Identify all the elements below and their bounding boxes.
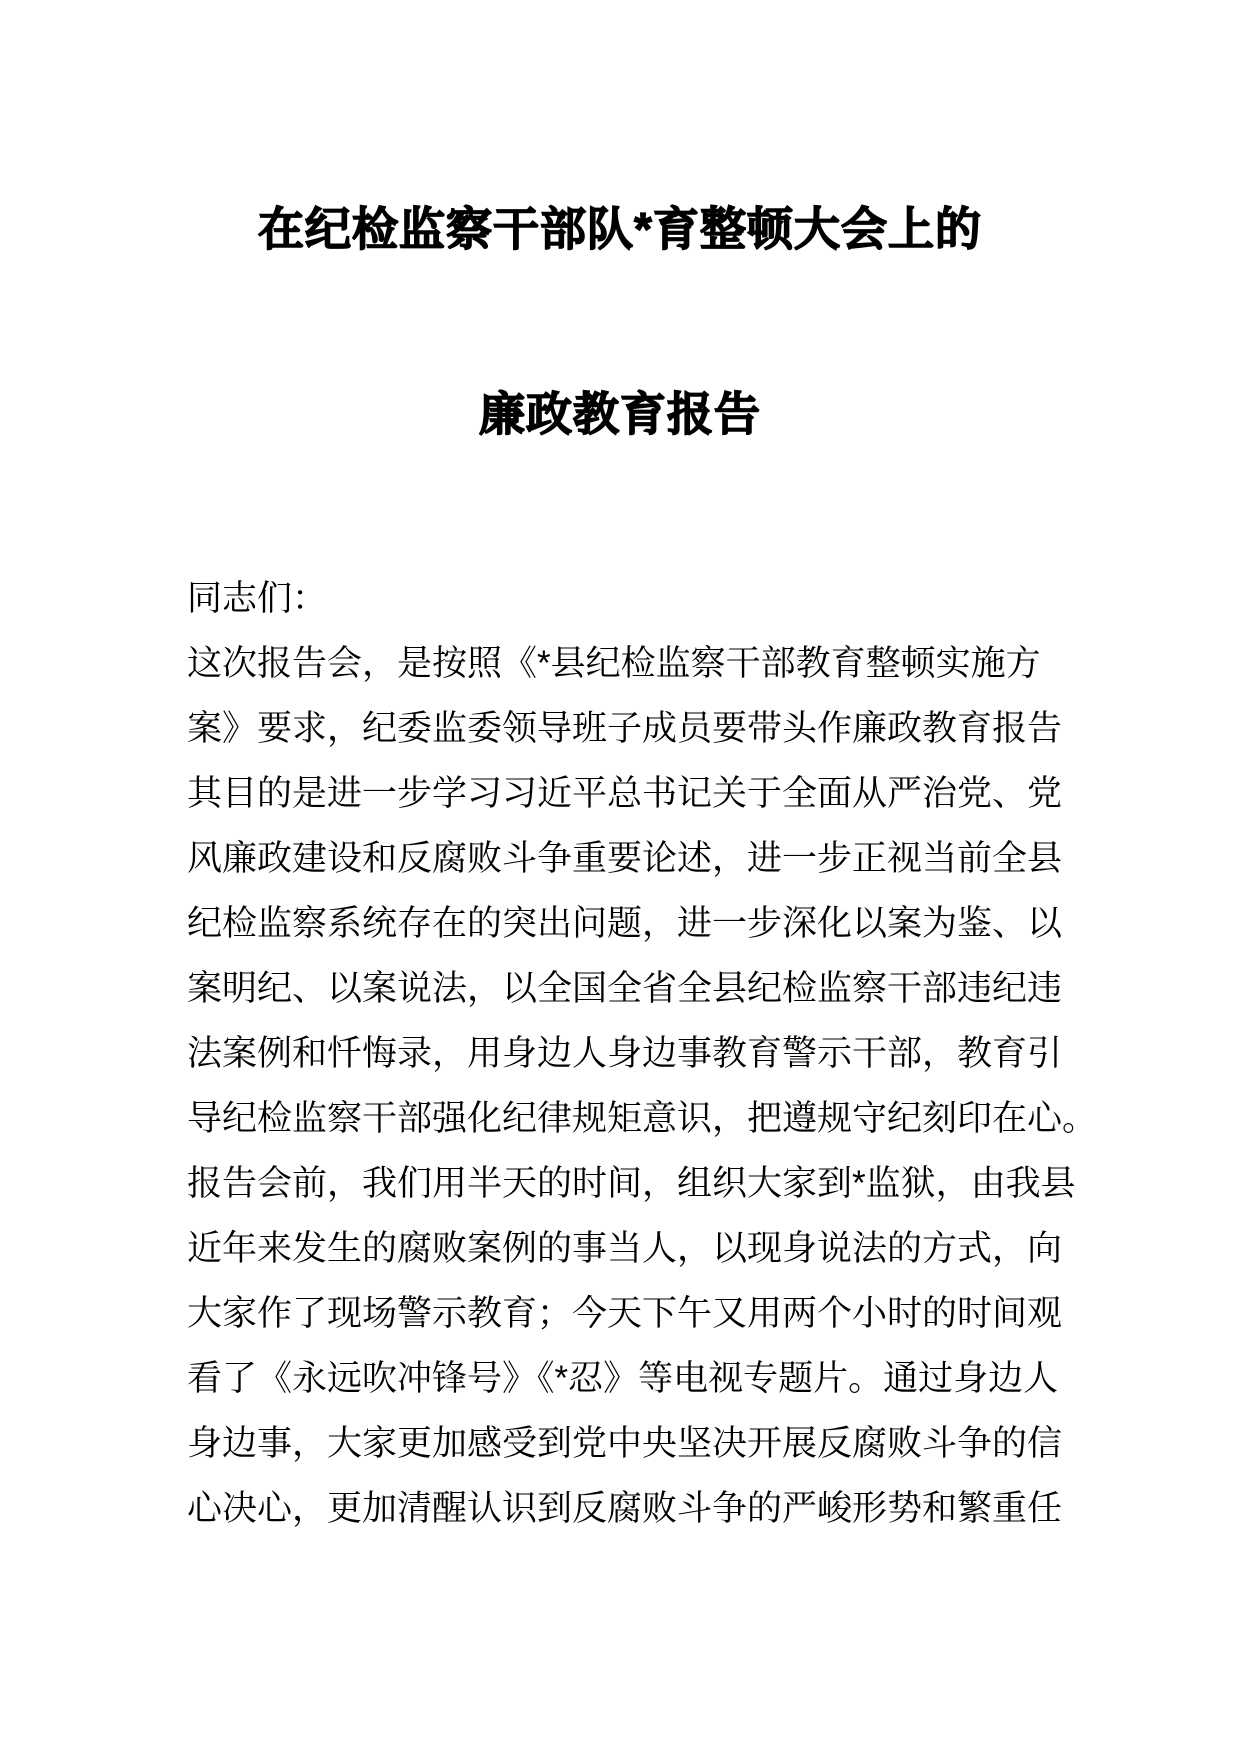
body-line: 这次报告会，是按照《*县纪检监察干部教育整顿实施方 <box>187 644 1041 683</box>
body-line: 导纪检监察干部强化纪律规矩意识，把遵规守纪刻印在心。 <box>187 1099 1098 1138</box>
document-body <box>187 566 1102 1541</box>
body-line: 风廉政建设和反腐败斗争重要论述，进一步正视当前全县 <box>187 839 1063 878</box>
body-line: 大家作了现场警示教育；今天下午又用两个小时的时间观 <box>187 1294 1063 1333</box>
body-line: 其目的是进一步学习习近平总书记关于全面从严治党、党 <box>187 774 1063 813</box>
body-line: 法案例和忏悔录，用身边人身边事教育警示干部，教育引 <box>187 1034 1063 1073</box>
document-title <box>0 137 1240 507</box>
body-line: 案》要求，纪委监委领导班子成员要带头作廉政教育报告 <box>187 709 1063 748</box>
body-line: 看了《永远吹冲锋号》《*忍》等电视专题片。通过身边人 <box>187 1359 1059 1398</box>
body-line: 报告会前，我们用半天的时间，组织大家到*监狱，由我县 <box>187 1164 1076 1203</box>
body-line: 心决心，更加清醒认识到反腐败斗争的严峻形势和繁重任 <box>187 1489 1063 1528</box>
document-title-line-1: 在纪检监察干部队*育整顿大会上的 <box>258 203 982 255</box>
body-line: 纪检监察系统存在的突出问题，进一步深化以案为鉴、以 <box>187 904 1063 943</box>
body-line: 案明纪、以案说法，以全国全省全县纪检监察干部违纪违 <box>187 969 1063 1008</box>
body-line: 近年来发生的腐败案例的事当人，以现身说法的方式，向 <box>187 1229 1063 1268</box>
body-line: 身边事，大家更加感受到党中央坚决开展反腐败斗争的信 <box>187 1424 1063 1463</box>
body-line-salutation: 同志们： <box>187 579 328 618</box>
document-title-line-2: 廉政教育报告 <box>479 388 761 440</box>
